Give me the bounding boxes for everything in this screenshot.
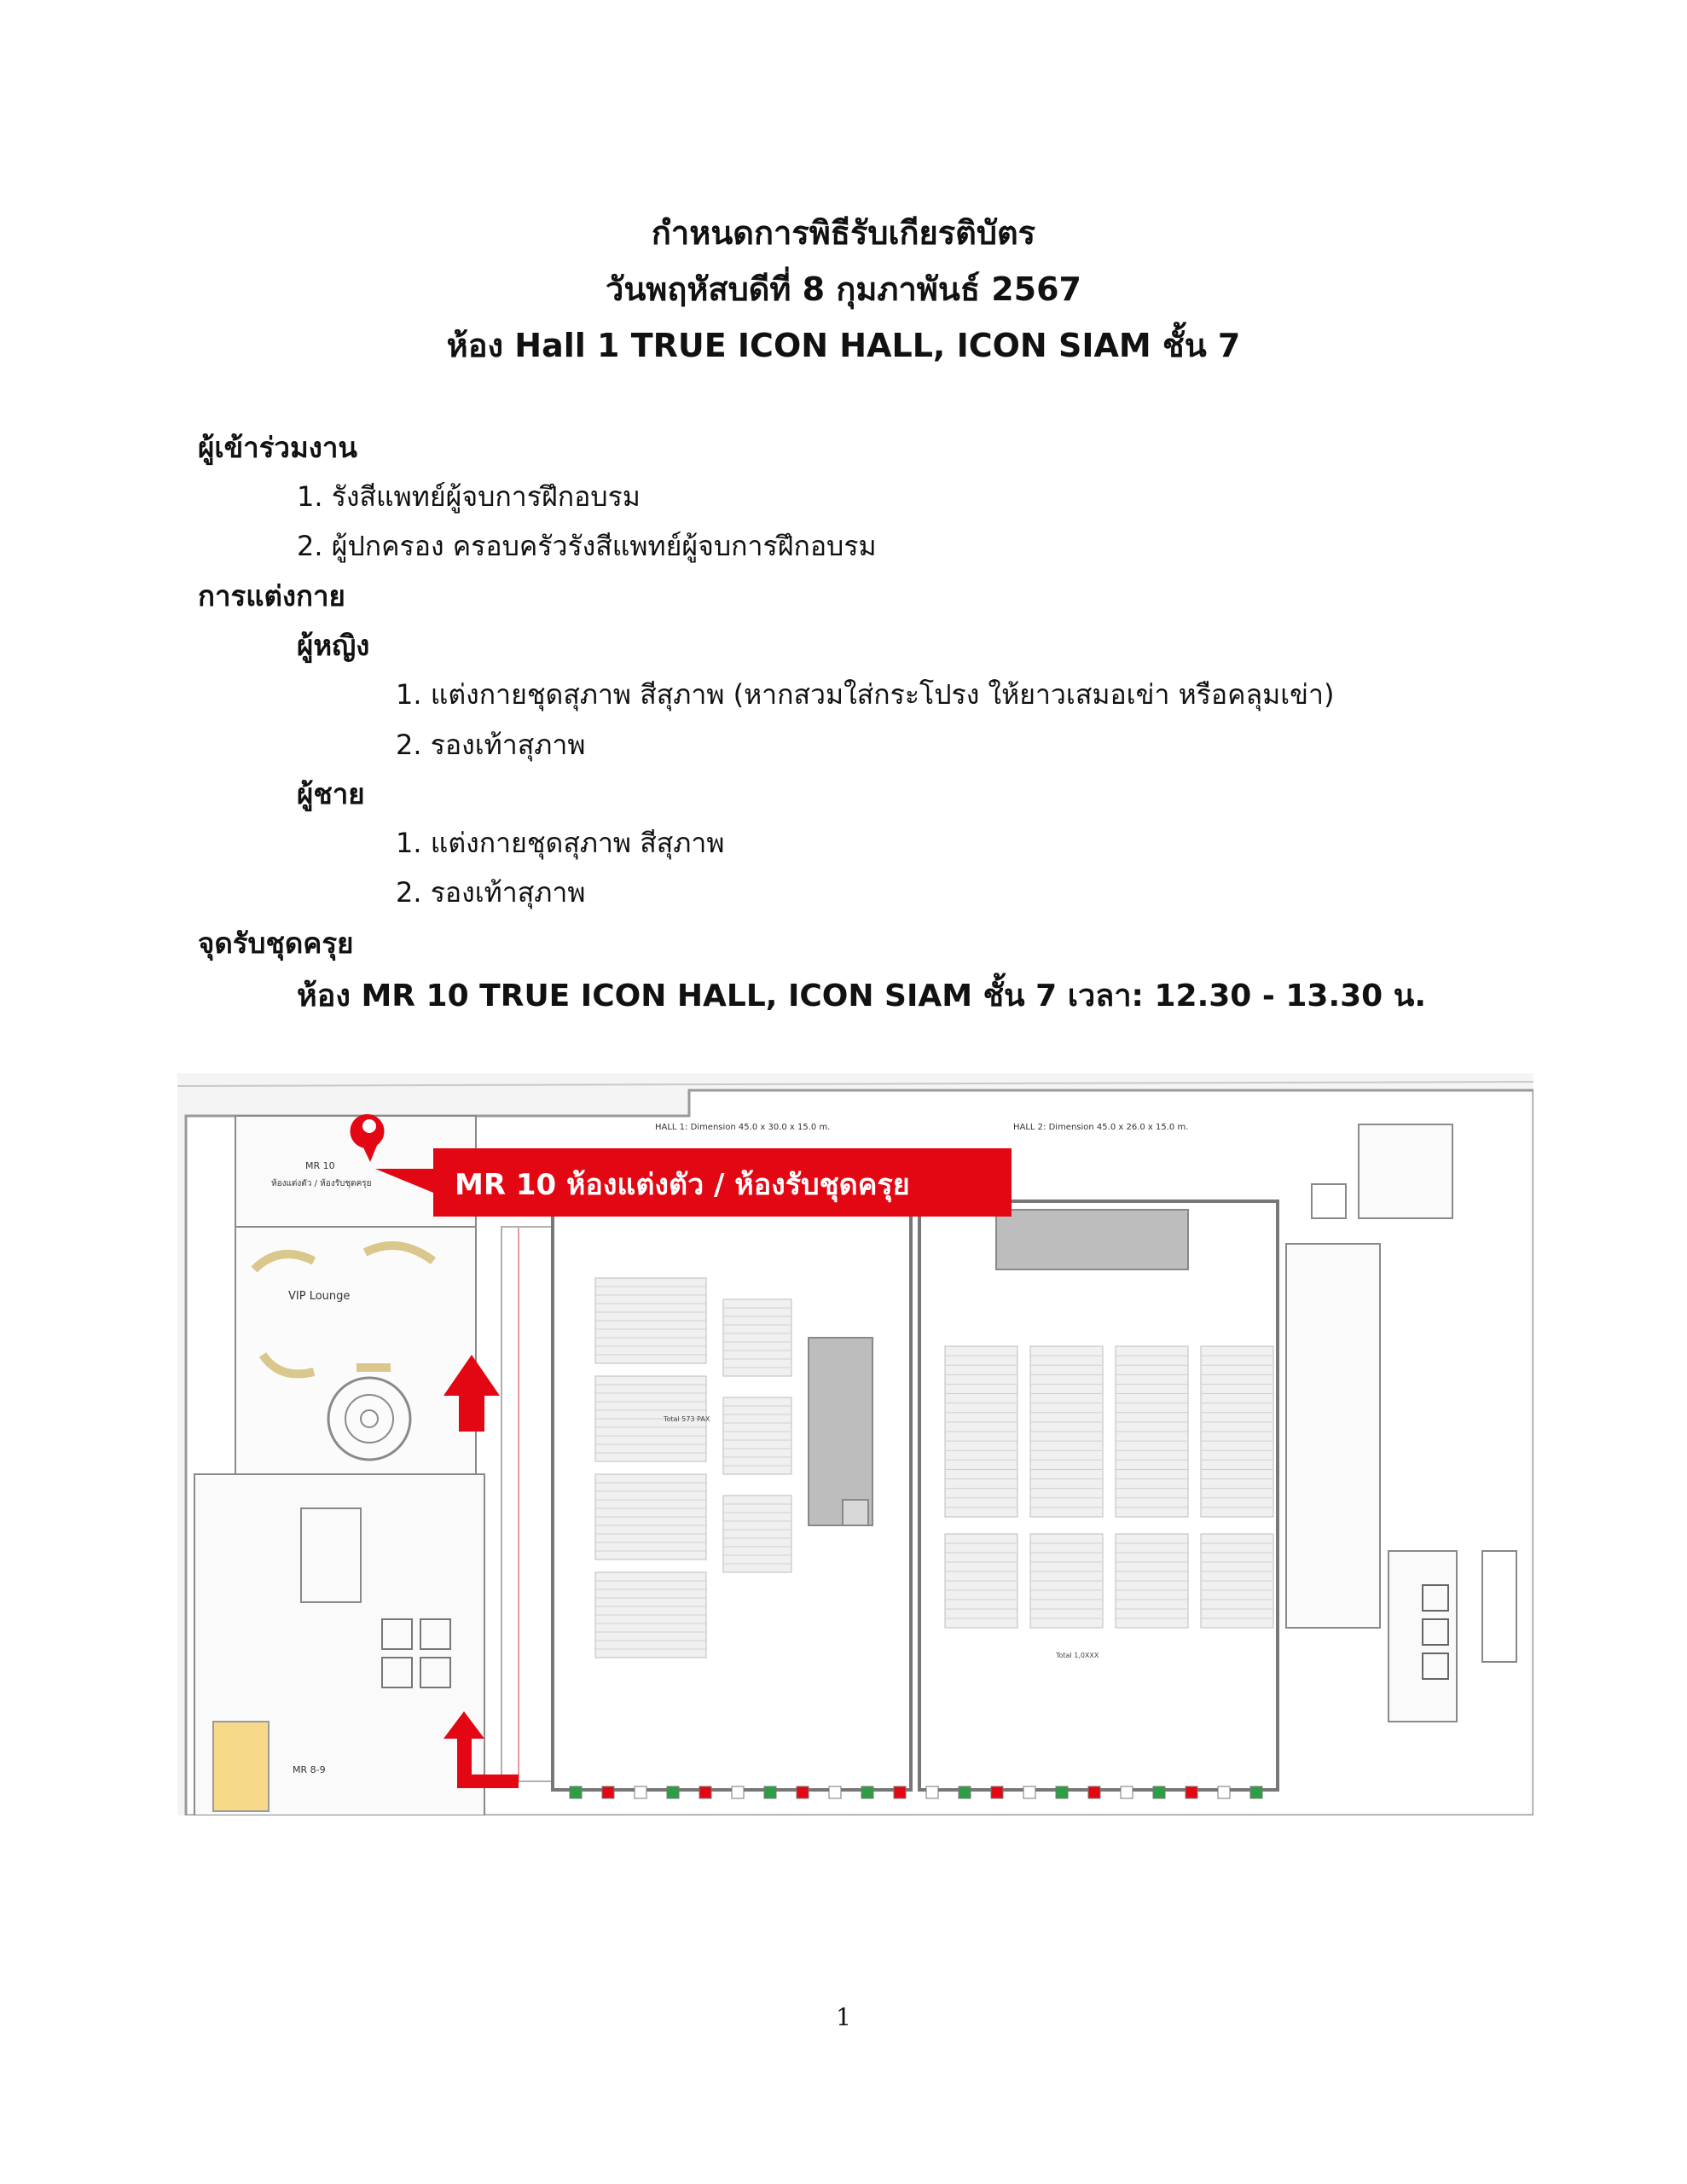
mr10-banner-text: MR 10 ห้องแต่งตัว / ห้องรับชุดครุย	[455, 1168, 910, 1202]
gown-location: ห้อง MR 10 TRUE ICON HALL, ICON SIAM ชั้น 7 เวลา: 12.30 - 13.30 น.	[297, 979, 1427, 1014]
hall2-dimension-label: HALL 2: Dimension 45.0 x 26.0 x 15.0 m.	[1013, 1123, 1189, 1132]
attendee-item-2: 2. ผู้ปกครอง ครอบครัวรังสีแพทย์ผู้จบการฝึกอบรม	[297, 530, 877, 562]
hall1-total-label: Total 573 PAX	[664, 1415, 710, 1423]
gown-heading: จุดรับชุดครุย	[198, 926, 354, 960]
page-number: 1	[836, 2003, 851, 2031]
hall2-total-label: Total 1,0XXX	[1056, 1652, 1099, 1659]
men-label: ผู้ชาย	[297, 777, 365, 810]
mr89-label: MR 8-9	[293, 1764, 326, 1775]
title-line-3: ห้อง Hall 1 TRUE ICON HALL, ICON SIAM ชั้น 7	[446, 327, 1241, 364]
floor-plan-map	[177, 1073, 1533, 1815]
women-item-2: 2. รองเท้าสุภาพ	[396, 729, 586, 761]
vip-lounge-label: VIP Lounge	[288, 1290, 351, 1303]
dress-heading: การแต่งกาย	[198, 579, 345, 613]
mr10-label: MR 10	[305, 1160, 335, 1171]
mr10-sublabel: ห้องแต่งตัว / ห้องรับชุดครุย	[271, 1179, 372, 1188]
women-label: ผู้หญิง	[297, 629, 370, 662]
men-item-2: 2. รองเท้าสุภาพ	[396, 876, 586, 909]
title-line-2: วันพฤหัสบดีที่ 8 กุมภาพันธ์ 2567	[605, 270, 1081, 308]
men-item-1: 1. แต่งกายชุดสุภาพ สีสุภาพ	[396, 827, 725, 859]
women-item-1: 1. แต่งกายชุดสุภาพ สีสุภาพ (หากสวมใส่กระโปรง ให้ยาวเสมอเข่า หรือคลุมเข่า)	[396, 678, 1335, 711]
title-line-1: กำหนดการพิธีรับเกียรติบัตร	[651, 214, 1036, 252]
attendee-item-1: 1. รังสีแพทย์ผู้จบการฝึกอบรม	[297, 480, 641, 513]
document-title	[0, 205, 1687, 374]
attendees-heading: ผู้เข้าร่วมงาน	[198, 431, 357, 464]
hall1-dimension-label: HALL 1: Dimension 45.0 x 30.0 x 15.0 m.	[655, 1123, 831, 1132]
